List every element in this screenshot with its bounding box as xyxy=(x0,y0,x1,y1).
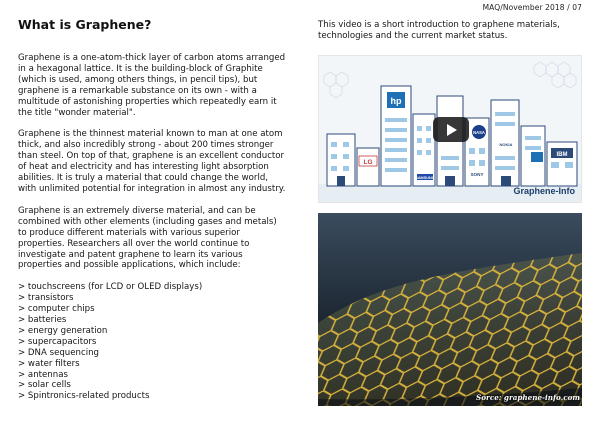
list-item: > antennas xyxy=(18,369,68,380)
paragraph-applications-intro: Graphene is an extremely diverse material, and can be combined with other elements (including gases and metals) to produce different materials with various superior properties. Researchers all over the world continue to investigate and patent graphene to learn its various properties and possible applications, which include: xyxy=(18,205,277,271)
article-title: What is Graphene? xyxy=(18,17,152,32)
photo-credit: Sorce: graphene-info.com xyxy=(476,393,580,402)
list-item: > DNA sequencing xyxy=(18,347,100,358)
video-brand-logo: Graphene-Info xyxy=(513,186,575,196)
applications-list xyxy=(18,282,286,402)
lattice-image xyxy=(318,213,582,406)
play-button[interactable] xyxy=(433,117,469,142)
article-body xyxy=(18,53,286,402)
video-intro: This video is a short introduction to graphene materials, technologies and the current market status. xyxy=(318,20,560,41)
graphene-lattice-photo xyxy=(318,213,582,406)
list-item: > energy generation xyxy=(18,325,108,336)
list-item: > transistors xyxy=(18,293,74,304)
ibm-logo: IBM xyxy=(556,152,568,158)
lg-logo: LG xyxy=(363,159,373,166)
list-item: > water filters xyxy=(18,358,80,369)
page-folio: MAQ/November 2018 / 07 xyxy=(482,3,582,12)
nokia-logo: NOKIA xyxy=(499,142,513,147)
paragraph-properties: Graphene is the thinnest material known to man at one atom thick, and also incredibly strong - about 200 times stronger than steel. On top of that, graphene is an excellent conductor of heat and electricity and has interesting light absorption abilities. It is truly a material that could change the world, with unlimited potential for integration in almost any industry. xyxy=(18,129,286,194)
paragraph-definition: Graphene is a one-atom-thick layer of carbon atoms arranged in a hexagonal lattice. It is the building-block of Graphite (which is used, among others things, in pencil tips), but graphene is a remarkable substance on its own - with a multitude of astonishing properties which repeatedly earn it the title "wonder material". xyxy=(18,53,286,118)
list-item: > Spintronics-related products xyxy=(18,391,150,402)
samsung-logo: SAMSUNG xyxy=(415,176,435,180)
list-item: > computer chips xyxy=(18,304,95,315)
sony-logo: SONY xyxy=(470,172,484,177)
list-item: > batteries xyxy=(18,315,67,326)
list-item: > supercapacitors xyxy=(18,336,97,347)
nasa-logo: NASA xyxy=(473,130,485,135)
hp-logo: hp xyxy=(390,96,402,106)
list-item: > touchscreens (for LCD or OLED displays) xyxy=(18,282,203,293)
list-item: > solar cells xyxy=(18,380,71,391)
video-player[interactable] xyxy=(318,55,582,203)
